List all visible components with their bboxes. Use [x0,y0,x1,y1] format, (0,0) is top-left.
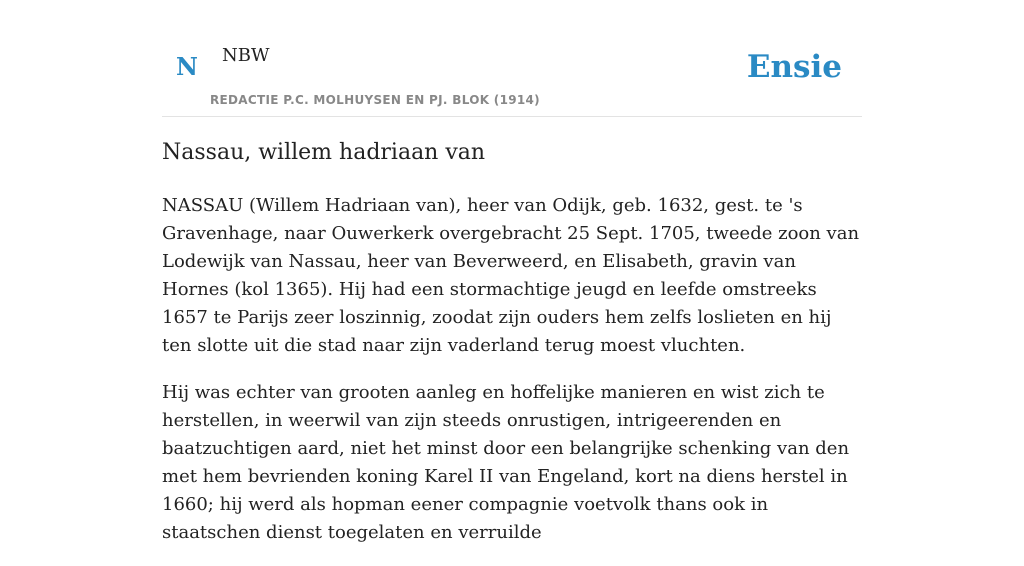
article-paragraph: Hij was echter van grooten aanleg en hoffelijke manieren en wist zich te herstellen, in weerwil van zijn steeds onrustigen, intrigeerenden en baatzuchtigen aard, niet het minst door een belangrijke schenking van den met hem bevrienden koning Karel II van Engeland, kort na diens herstel in 1660; hij werd als hopman eener compagnie voetvolk thans ook in staatschen dienst toegelaten en verruilde [162,382,850,543]
header [162,0,862,117]
page-title: Nassau, willem hadriaan van [162,140,486,165]
brand-logo-link[interactable]: Ensie [746,49,842,85]
source-name[interactable]: NBW [222,45,270,66]
source-subtitle: REDACTIE P.C. MOLHUYSEN EN PJ. BLOK (1914) [210,93,540,107]
article-body [162,192,862,566]
source-logo[interactable]: N [176,52,198,81]
article-paragraph: NASSAU (Willem Hadriaan van), heer van Odijk, geb. 1632, gest. te 's Gravenhage, naar Ouwerkerk overgebracht 25 Sept. 1705, tweede zoon van Lodewijk van Nassau, heer van Beverweerd, en Elisabeth, gravin van Hornes (kol 1365). Hij had een stormachtige jeugd en leefde omstreeks 1657 te Parijs zeer loszinnig, zoodat zijn ouders hem zelfs loslieten en hij ten slotte uit die stad naar zijn vaderland terug moest vluchten. [162,195,860,356]
